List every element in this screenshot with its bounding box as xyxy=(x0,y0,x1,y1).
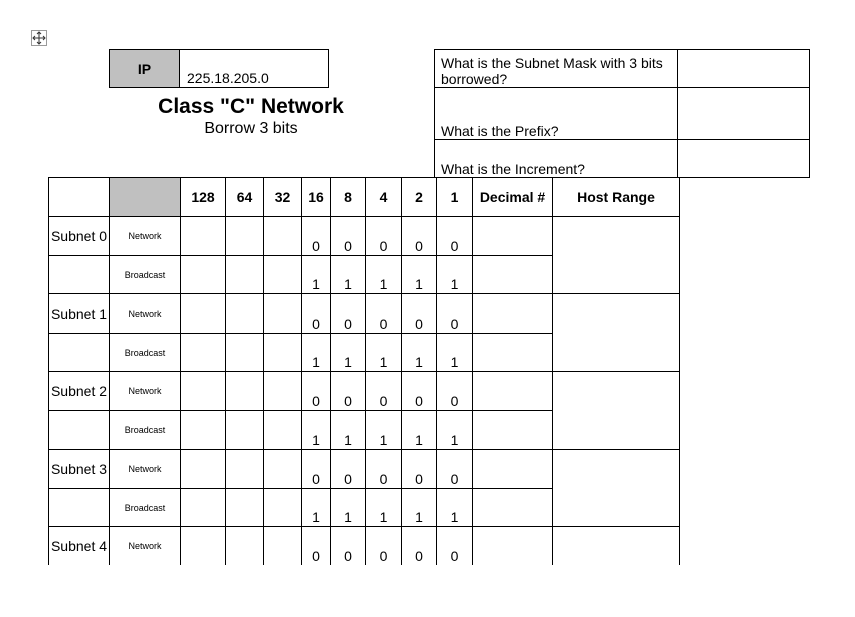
bit-cell[interactable]: 1 xyxy=(437,489,473,527)
row-type-broadcast: Broadcast xyxy=(110,256,181,294)
bit-cell[interactable]: 0 xyxy=(402,294,437,334)
table-row xyxy=(49,372,680,411)
question-increment xyxy=(434,139,678,178)
host-range-cell[interactable] xyxy=(553,294,680,372)
decimal-cell[interactable] xyxy=(473,450,553,489)
bit-cell[interactable]: 1 xyxy=(402,411,437,450)
bit-cell[interactable]: 1 xyxy=(366,411,402,450)
header-decimal: Decimal # xyxy=(473,178,553,217)
header-bit-1: 1 xyxy=(437,178,473,217)
question-subnet-mask-text: What is the Subnet Mask with 3 bits borrowed? xyxy=(441,55,663,87)
row-type-broadcast: Broadcast xyxy=(110,334,181,372)
bit-cell[interactable]: 1 xyxy=(437,256,473,294)
header-bit-16: 16 xyxy=(302,178,331,217)
bit-cell[interactable]: 1 xyxy=(331,334,366,372)
bit-cell[interactable] xyxy=(226,527,264,565)
bit-cell[interactable]: 0 xyxy=(437,217,473,256)
bit-cell[interactable]: 0 xyxy=(402,217,437,256)
row-type-broadcast: Broadcast xyxy=(110,489,181,527)
bit-cell[interactable] xyxy=(181,217,226,256)
host-range-cell[interactable] xyxy=(553,372,680,450)
answer-subnet-mask[interactable] xyxy=(677,49,810,88)
bit-cell[interactable]: 1 xyxy=(302,334,331,372)
subnet-label-empty xyxy=(49,334,110,372)
bit-cell[interactable] xyxy=(264,411,302,450)
host-range-cell[interactable] xyxy=(553,217,680,294)
bit-cell[interactable]: 0 xyxy=(331,294,366,334)
header-bit-2: 2 xyxy=(402,178,437,217)
answer-increment[interactable] xyxy=(677,139,810,178)
move-arrows-icon xyxy=(32,31,46,45)
question-increment-text: What is the Increment? xyxy=(441,161,585,177)
bit-cell[interactable] xyxy=(226,334,264,372)
bit-cell[interactable]: 1 xyxy=(402,256,437,294)
bit-cell[interactable] xyxy=(226,217,264,256)
bit-cell[interactable]: 1 xyxy=(366,256,402,294)
bit-cell[interactable]: 0 xyxy=(366,372,402,411)
bit-cell[interactable] xyxy=(181,256,226,294)
bit-cell[interactable]: 1 xyxy=(437,411,473,450)
header-type-gray xyxy=(110,178,181,217)
bit-cell[interactable] xyxy=(181,372,226,411)
bit-cell[interactable] xyxy=(226,256,264,294)
table-row xyxy=(49,527,680,565)
ip-label: IP xyxy=(109,49,180,88)
host-range-cell[interactable] xyxy=(553,527,680,565)
bit-cell[interactable] xyxy=(226,411,264,450)
bit-cell[interactable] xyxy=(181,489,226,527)
question-prefix xyxy=(434,87,678,140)
bit-cell[interactable] xyxy=(181,294,226,334)
decimal-cell[interactable] xyxy=(473,294,553,334)
subnet-label: Subnet 4 xyxy=(49,527,110,565)
bit-cell[interactable] xyxy=(226,294,264,334)
bit-cell[interactable] xyxy=(181,450,226,489)
bit-cell[interactable]: 0 xyxy=(402,527,437,565)
bit-cell[interactable]: 0 xyxy=(366,450,402,489)
bit-cell[interactable]: 1 xyxy=(402,489,437,527)
bit-cell[interactable] xyxy=(181,411,226,450)
bit-cell[interactable]: 0 xyxy=(366,527,402,565)
header-bit-4: 4 xyxy=(366,178,402,217)
row-type-network: Network xyxy=(110,372,181,411)
decimal-cell[interactable] xyxy=(473,334,553,372)
subnet-label: Subnet 1 xyxy=(49,294,110,334)
bit-cell[interactable]: 0 xyxy=(302,217,331,256)
ip-value-text: 225.18.205.0 xyxy=(187,70,269,86)
header-bit-64: 64 xyxy=(226,178,264,217)
bit-cell[interactable] xyxy=(226,489,264,527)
decimal-cell[interactable] xyxy=(473,217,553,256)
row-type-network: Network xyxy=(110,294,181,334)
bit-cell[interactable]: 0 xyxy=(437,372,473,411)
bit-cell[interactable] xyxy=(181,527,226,565)
bit-cell[interactable] xyxy=(226,372,264,411)
bit-cell[interactable] xyxy=(264,372,302,411)
bit-cell[interactable] xyxy=(264,527,302,565)
row-type-broadcast: Broadcast xyxy=(110,411,181,450)
bit-cell[interactable] xyxy=(264,217,302,256)
decimal-cell[interactable] xyxy=(473,411,553,450)
bit-cell[interactable] xyxy=(264,489,302,527)
ip-value-field[interactable] xyxy=(179,49,329,88)
decimal-cell[interactable] xyxy=(473,527,553,565)
bit-cell[interactable] xyxy=(264,334,302,372)
bit-cell[interactable]: 0 xyxy=(302,527,331,565)
bit-cell[interactable]: 0 xyxy=(437,294,473,334)
bit-cell[interactable]: 0 xyxy=(331,527,366,565)
bit-cell[interactable]: 1 xyxy=(366,489,402,527)
row-type-network: Network xyxy=(110,217,181,256)
bit-cell[interactable]: 0 xyxy=(302,450,331,489)
bit-cell[interactable]: 0 xyxy=(366,217,402,256)
row-type-network: Network xyxy=(110,450,181,489)
bit-cell[interactable]: 0 xyxy=(331,450,366,489)
bit-cell[interactable]: 1 xyxy=(331,411,366,450)
bit-cell[interactable]: 0 xyxy=(331,217,366,256)
bit-cell[interactable]: 1 xyxy=(366,334,402,372)
bit-cell[interactable]: 1 xyxy=(402,334,437,372)
bit-cell[interactable]: 0 xyxy=(302,294,331,334)
table-row xyxy=(49,450,680,489)
host-range-cell[interactable] xyxy=(553,450,680,527)
bit-cell[interactable]: 0 xyxy=(402,372,437,411)
header-bit-128: 128 xyxy=(181,178,226,217)
question-prefix-text: What is the Prefix? xyxy=(441,123,559,139)
decimal-cell[interactable] xyxy=(473,256,553,294)
subnet-label-empty xyxy=(49,411,110,450)
bit-cell[interactable]: 0 xyxy=(331,372,366,411)
table-row xyxy=(49,294,680,334)
bit-cell[interactable]: 0 xyxy=(437,527,473,565)
bit-cell[interactable] xyxy=(226,450,264,489)
table-move-handle[interactable] xyxy=(31,30,47,46)
subnet-label: Subnet 2 xyxy=(49,372,110,411)
row-type-network: Network xyxy=(110,527,181,565)
answer-prefix[interactable] xyxy=(677,87,810,140)
header-blank xyxy=(49,178,110,217)
header-bit-32: 32 xyxy=(264,178,302,217)
subnet-label-empty xyxy=(49,489,110,527)
table-row xyxy=(49,217,680,256)
bit-cell[interactable] xyxy=(181,334,226,372)
bit-cell[interactable]: 1 xyxy=(302,411,331,450)
subnet-label-empty xyxy=(49,256,110,294)
bit-cell[interactable]: 1 xyxy=(331,256,366,294)
bit-cell[interactable]: 0 xyxy=(302,372,331,411)
bit-cell[interactable] xyxy=(264,256,302,294)
bit-cell[interactable] xyxy=(264,450,302,489)
decimal-cell[interactable] xyxy=(473,489,553,527)
subnet-label: Subnet 3 xyxy=(49,450,110,489)
bit-cell[interactable]: 1 xyxy=(302,256,331,294)
page-subtitle: Borrow 3 bits xyxy=(204,120,298,137)
header-host-range: Host Range xyxy=(553,178,680,217)
question-subnet-mask xyxy=(434,49,678,88)
subnet-table xyxy=(48,177,680,565)
decimal-cell[interactable] xyxy=(473,372,553,411)
table-header-row xyxy=(49,178,680,217)
page-title: Class "C" Network xyxy=(158,95,344,118)
subnet-label: Subnet 0 xyxy=(49,217,110,256)
bit-cell[interactable] xyxy=(264,294,302,334)
header-bit-8: 8 xyxy=(331,178,366,217)
bit-cell[interactable]: 1 xyxy=(302,489,331,527)
bit-cell[interactable]: 1 xyxy=(331,489,366,527)
bit-cell[interactable]: 1 xyxy=(437,334,473,372)
bit-cell[interactable]: 0 xyxy=(402,450,437,489)
bit-cell[interactable]: 0 xyxy=(366,294,402,334)
bit-cell[interactable]: 0 xyxy=(437,450,473,489)
